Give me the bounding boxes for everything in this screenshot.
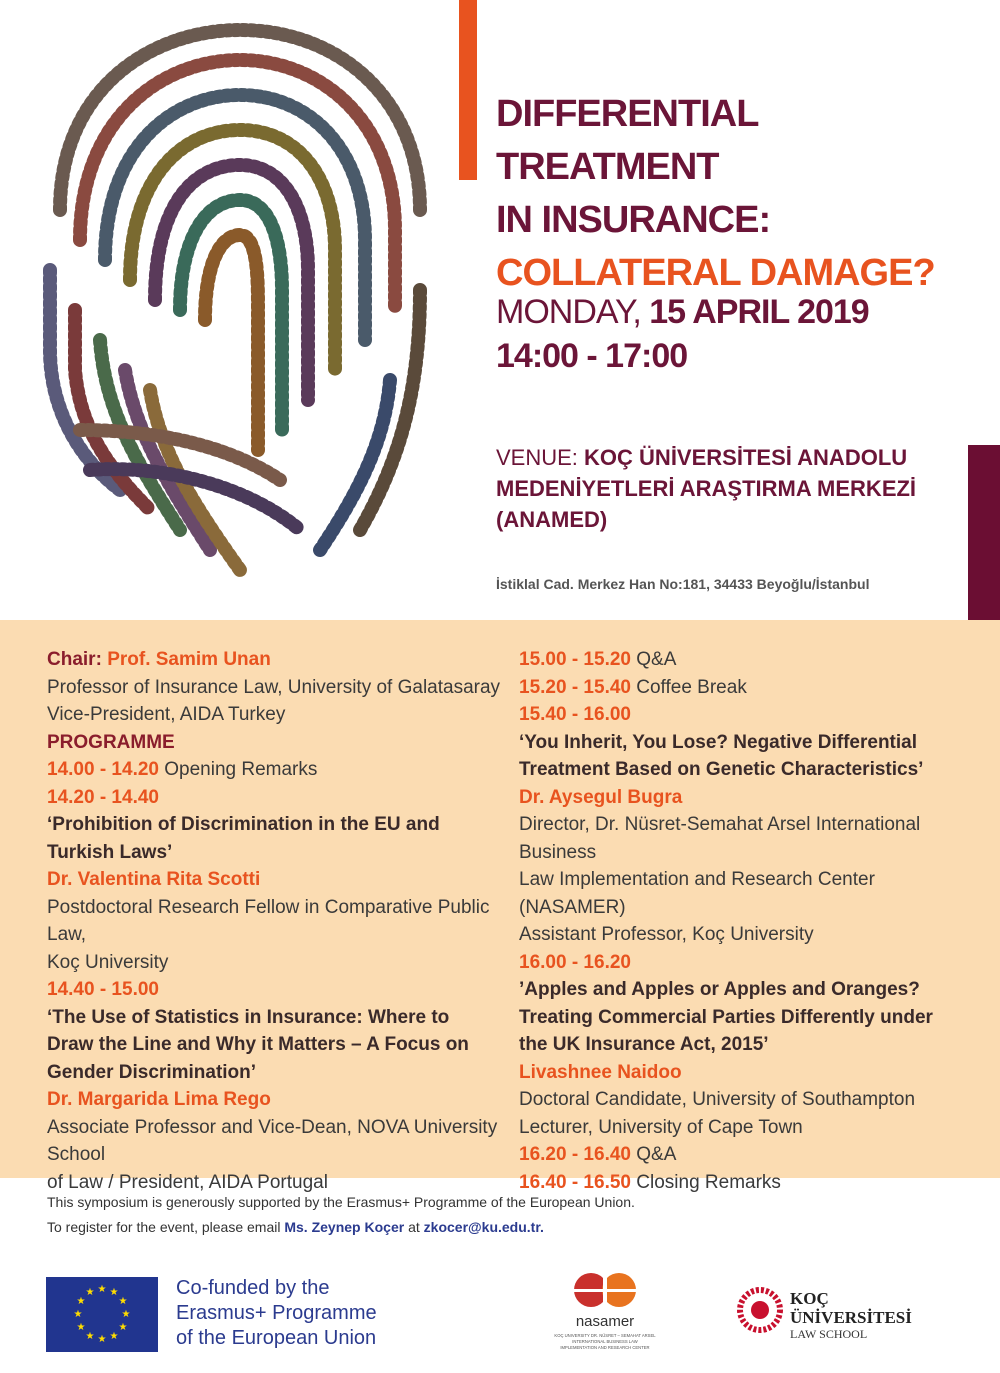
- speaker-role: Associate Professor and Vice-Dean, NOVA University School: [47, 1116, 498, 1165]
- programme-left-column: [47, 646, 507, 1196]
- talk-title: Treatment Based on Genetic Characteristics’: [519, 759, 924, 780]
- talk-title: Turkish Laws’: [47, 841, 173, 863]
- koc-wordmark: KOÇ: [790, 1289, 829, 1308]
- session-time: 14.40 - 15.00: [47, 979, 159, 1000]
- title-line-3: COLLATERAL DAMAGE?: [496, 252, 935, 294]
- svg-text:LAW SCHOOL: LAW SCHOOL: [790, 1327, 868, 1341]
- svg-text:★: ★: [85, 1331, 95, 1342]
- event-time: 14:00 - 17:00: [496, 337, 688, 375]
- svg-text:★: ★: [118, 1322, 128, 1333]
- eu-flag-logo: [46, 1277, 158, 1352]
- event-date-value: 15 APRIL 2019: [649, 293, 869, 331]
- footer-note: [47, 1190, 635, 1240]
- talk-title: Treating Commercial Parties Differently under: [519, 1006, 933, 1028]
- accent-bar: [459, 0, 477, 180]
- koc-university-logo: [735, 1282, 955, 1342]
- speaker-role: Director, Dr. Nüsret-Semahat Arsel International Business: [519, 814, 921, 863]
- programme-heading: PROGRAMME: [47, 731, 175, 753]
- talk-title: Draw the Line and Why it Matters – A Focus on: [47, 1034, 469, 1055]
- svg-text:★: ★: [121, 1309, 131, 1320]
- talk-title: ’Apples and Apples or Apples and Oranges?: [519, 979, 920, 1000]
- contact-name: Ms. Zeynep Koçer: [284, 1219, 405, 1235]
- fingerprint-crowd-image: [20, 10, 450, 600]
- event-date: [496, 290, 869, 378]
- svg-text:★: ★: [97, 1284, 107, 1295]
- talk-title: the UK Insurance Act, 2015’: [519, 1034, 769, 1055]
- talk-title: ‘You Inherit, You Lose? Negative Differential: [519, 731, 918, 753]
- speaker-role: Lecturer, University of Cape Town: [519, 1116, 803, 1138]
- svg-text:★: ★: [76, 1322, 86, 1333]
- venue: [496, 442, 916, 535]
- speaker-name: Livashnee Naidoo: [519, 1061, 682, 1083]
- speaker-name: Dr. Margarida Lima Rego: [47, 1089, 271, 1110]
- chair-name: Prof. Samim Unan: [107, 649, 271, 670]
- svg-text:★: ★: [109, 1331, 119, 1342]
- session-time: 15.40 - 16.00: [519, 704, 631, 725]
- speaker-role: of Law / President, AIDA Portugal: [47, 1171, 328, 1193]
- session-time: 16.40 - 16.50: [519, 1171, 631, 1193]
- venue-label: VENUE:: [496, 445, 578, 470]
- svg-text:★: ★: [85, 1287, 95, 1298]
- contact-email-link[interactable]: zkocer@ku.edu.tr.: [423, 1219, 544, 1235]
- speaker-role: Assistant Professor, Koç University: [519, 924, 814, 945]
- session-text: Coffee Break: [636, 676, 747, 698]
- cofund-line: of the European Union: [176, 1327, 377, 1349]
- session-text: Q&A: [636, 649, 677, 670]
- venue-line-3: (ANAMED): [496, 507, 608, 532]
- event-day: MONDAY,: [496, 293, 641, 331]
- register-note: To register for the event, please email: [47, 1219, 281, 1235]
- support-note: This symposium is generously supported by the Erasmus+ Programme of the European Union.: [47, 1194, 635, 1210]
- nasamer-logo: [545, 1270, 665, 1360]
- event-title: [496, 88, 966, 300]
- svg-text:★: ★: [97, 1334, 107, 1345]
- nasamer-wordmark: nasamer: [575, 1313, 635, 1330]
- venue-address: İstiklal Cad. Merkez Han No:181, 34433 Beyoğlu/İstanbul: [496, 576, 870, 592]
- svg-text:ÜNİVERSİTESİ: ÜNİVERSİTESİ: [790, 1308, 912, 1327]
- cofund-text: [176, 1276, 377, 1351]
- svg-text:★: ★: [76, 1296, 86, 1307]
- svg-text:IMPLEMENTATION AND RESEARCH CE: IMPLEMENTATION AND RESEARCH CENTER: [560, 1345, 650, 1350]
- side-accent-bar: [968, 445, 1000, 620]
- talk-title: ‘The Use of Statistics in Insurance: Where to: [47, 1006, 450, 1028]
- speaker-role: Postdoctoral Research Fellow in Comparative Public Law,: [47, 896, 490, 945]
- title-line-1: DIFFERENTIAL TREATMENT: [496, 93, 758, 188]
- speaker-name: Dr. Valentina Rita Scotti: [47, 869, 261, 890]
- svg-text:KOÇ UNIVERSITY DR. NÜSRET – SE: KOÇ UNIVERSITY DR. NÜSRET – SEMAHAT ARSEL: [554, 1333, 656, 1338]
- session-time: 16.00 - 16.20: [519, 951, 631, 973]
- talk-title: Gender Discrimination’: [47, 1061, 257, 1083]
- chair-label: Chair:: [47, 649, 102, 670]
- svg-text:★: ★: [73, 1309, 83, 1320]
- session-text: Q&A: [636, 1144, 677, 1165]
- speaker-name: Dr. Aysegul Bugra: [519, 786, 683, 808]
- session-time: 14.00 - 14.20: [47, 759, 159, 780]
- at-text: at: [408, 1219, 420, 1235]
- session-text: Opening Remarks: [164, 759, 318, 780]
- talk-title: ‘Prohibition of Discrimination in the EU and: [47, 814, 440, 835]
- session-time: 15.00 - 15.20: [519, 649, 631, 670]
- venue-line-1: KOÇ ÜNİVERSİTESİ ANADOLU: [584, 445, 908, 470]
- title-line-2: IN INSURANCE:: [496, 199, 771, 241]
- svg-text:INTERNATIONAL BUSINESS LAW: INTERNATIONAL BUSINESS LAW: [572, 1339, 638, 1344]
- speaker-role: Koç University: [47, 951, 169, 973]
- svg-text:★: ★: [109, 1287, 119, 1298]
- speaker-role: Doctoral Candidate, University of Southampton: [519, 1089, 916, 1110]
- programme-right-column: [519, 646, 979, 1196]
- venue-line-2: MEDENİYETLERİ ARAŞTIRMA MERKEZİ: [496, 476, 917, 501]
- chair-role-2: Vice-President, AIDA Turkey: [47, 704, 286, 725]
- session-time: 16.20 - 16.40: [519, 1144, 631, 1165]
- speaker-role: Law Implementation and Research Center (NASAMER): [519, 869, 875, 918]
- session-text: Closing Remarks: [636, 1171, 781, 1193]
- chair-role-1: Professor of Insurance Law, University of Galatasaray: [47, 676, 501, 698]
- session-time: 15.20 - 15.40: [519, 676, 631, 698]
- cofund-line: Co-funded by the: [176, 1277, 330, 1299]
- session-time: 14.20 - 14.40: [47, 786, 159, 808]
- cofund-line: Erasmus+ Programme: [176, 1302, 377, 1324]
- svg-text:★: ★: [118, 1296, 128, 1307]
